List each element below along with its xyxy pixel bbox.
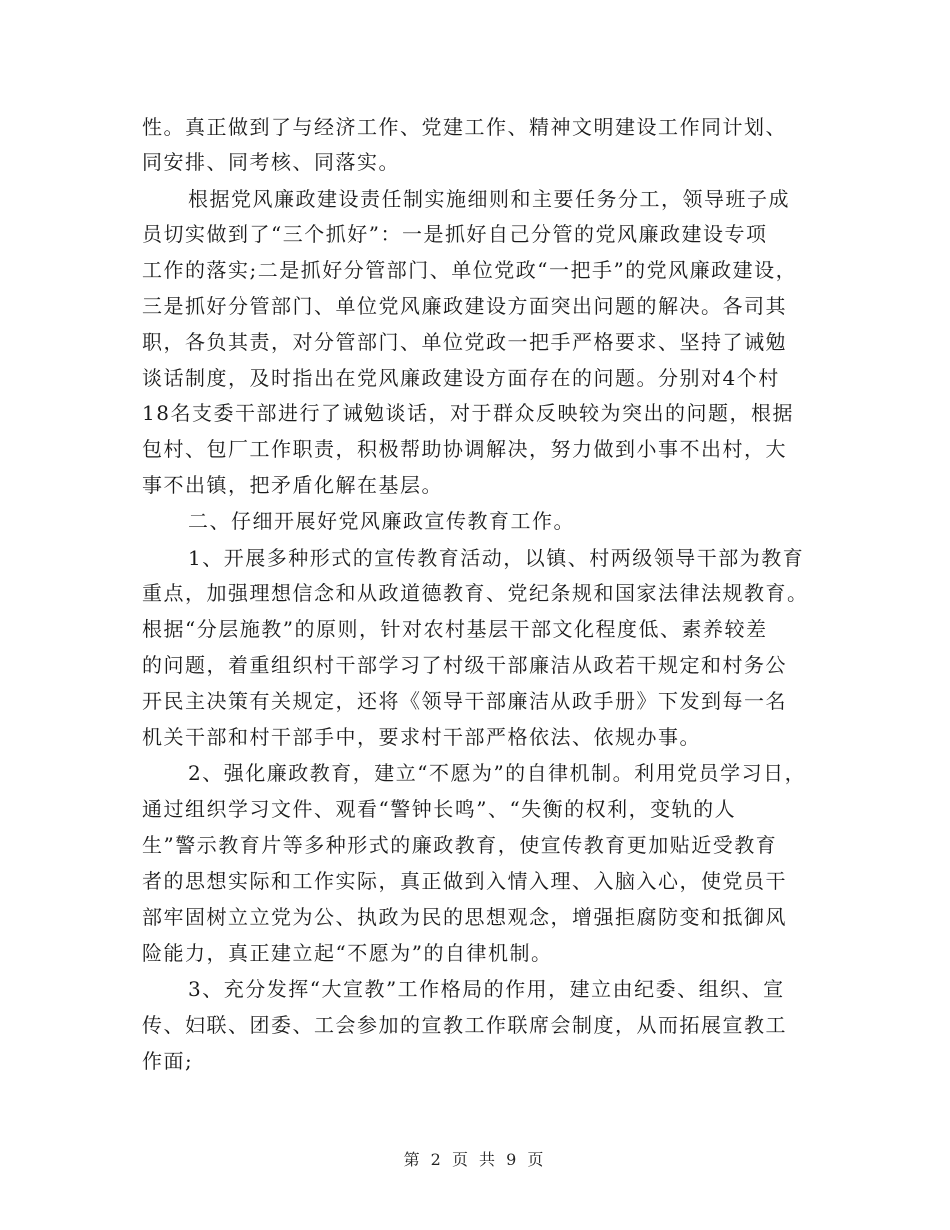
text-line: 根据“分层施教”的原则，针对农村基层干部文化程度低、素养较差	[142, 617, 768, 641]
text-line: 重点，加强理想信念和从政道德教育、党纪条规和国家法律法规教育。	[142, 581, 809, 605]
text-line: 职，各负其责，对分管部门、单位党政一把手严格要求、坚持了诫勉	[142, 330, 787, 354]
text-line: 部牢固树立立党为公、执政为民的思想观念，增强拒腐防变和抵御风	[142, 905, 787, 929]
text-line: 传、妇联、团委、工会参加的宣教工作联席会制度，从而拓展宣教工	[142, 1013, 787, 1037]
text-line: 性。真正做到了与经济工作、党建工作、精神文明建设工作同计划、	[142, 115, 787, 139]
text-line: 的问题，着重组织村干部学习了村级干部廉洁从政若干规定和村务公	[142, 653, 787, 677]
text-line: 作面;	[142, 1049, 194, 1073]
text-line: 通过组织学习文件、观看“警钟长鸣”、“失衡的权利，变轨的人	[142, 797, 737, 821]
paragraph-first-line: 2、强化廉政教育，建立“不愿为”的自律机制。利用党员学习日，	[188, 761, 807, 785]
text-line: 三是抓好分管部门、单位党风廉政建设方面突出问题的解决。各司其	[142, 294, 787, 318]
paragraph-first-line: 3、充分发挥“大宣教”工作格局的作用，建立由纪委、组织、宣	[188, 977, 785, 1001]
paragraph-first-line: 1、开展多种形式的宣传教育活动，以镇、村两级领导干部为教育	[188, 546, 805, 570]
text-line: 包村、包厂工作职责，积极帮助协调解决，努力做到小事不出村，大	[142, 437, 787, 461]
text-line: 谈话制度，及时指出在党风廉政建设方面存在的问题。分别对4个村	[142, 366, 780, 390]
text-line: 18名支委干部进行了诫勉谈话，对于群众反映较为突出的问题，根据	[142, 401, 794, 425]
text-line: 机关干部和村干部手中，要求村干部严格依法、依规办事。	[142, 725, 701, 749]
text-line: 开民主决策有关规定，还将《领导干部廉洁从政手册》下发到每一名	[142, 689, 787, 713]
section-heading: 二、仔细开展好党风廉政宣传教育工作。	[188, 509, 575, 533]
text-line: 险能力，真正建立起“不愿为”的自律机制。	[142, 941, 553, 965]
text-line: 同安排、同考核、同落实。	[142, 150, 400, 174]
text-line: 员切实做到了“三个抓好”：一是抓好自己分管的党风廉政建设专项	[142, 222, 768, 246]
text-line: 者的思想实际和工作实际，真正做到入情入理、入脑入心，使党员干	[142, 869, 787, 893]
text-line: 事不出镇，把矛盾化解在基层。	[142, 473, 443, 497]
paragraph-first-line: 根据党风廉政建设责任制实施细则和主要任务分工，领导班子成	[188, 187, 790, 211]
text-line: 生”警示教育片等多种形式的廉政教育，使宣传教育更加贴近受教育	[142, 833, 778, 857]
page-number-footer: 第 2 页 共 9 页	[403, 1150, 547, 1169]
text-line: 工作的落实;二是抓好分管部门、单位党政“一把手”的党风廉政建设，	[142, 258, 798, 282]
